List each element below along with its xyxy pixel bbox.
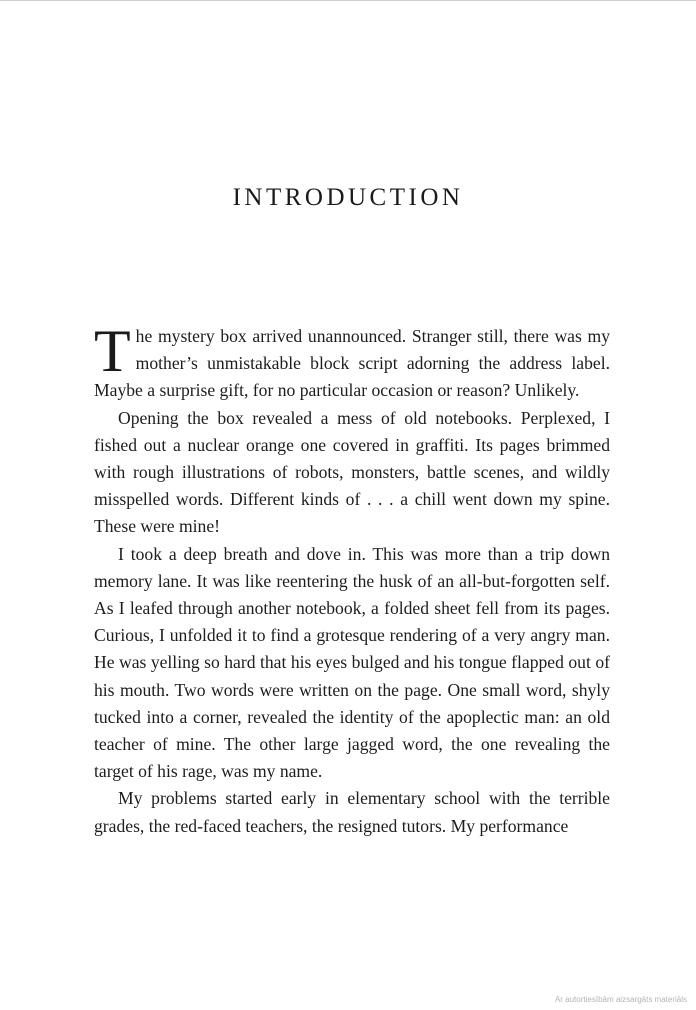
paragraph-3: I took a deep breath and dove in. This was more than a trip down memory lane. It was like reentering the husk of an all-but-forgotten self. As I leafed through another notebook, a folded sheet fell from its pages. Curious, I unfolded it to find a grotesque rendering of a very angry man. He was yelling so hard that his eyes bulged and his tongue flapped out of his mouth. Two words were written on the page. One small word, shyly tucked into a corner, revealed the identity of the apoplectic man: an old teacher of mine. The other large jagged word, the one revealing the target of his rage, was my name. [94,543,610,782]
copyright-watermark: Ar autortiesībām aizsargāts materiāls [554,995,687,1004]
drop-cap: T [94,318,131,384]
body-text [94,318,610,840]
top-border [0,0,696,1]
paragraph-1-text: he mystery box arrived unannounced. Stranger still, there was my mother’s unmistakable block script adorning the address label. Maybe a surprise gift, for no particular occasion or reason? Unlikely. [94,326,610,401]
chapter-title: INTRODUCTION [232,184,464,211]
paragraph-1 [94,318,610,405]
paragraph-2: Opening the box revealed a mess of old notebooks. Perplexed, I fished out a nuclear orange one covered in graffiti. Its pages brimmed with rough illustrations of robots, monsters, battle scenes, and wildly misspelled words. Different kinds of . . . a chill went down my spine. These were mine! [94,407,610,537]
paragraph-4: My problems started early in elementary school with the terrible grades, the red-faced teachers, the resigned tutors. My performance [94,788,610,836]
